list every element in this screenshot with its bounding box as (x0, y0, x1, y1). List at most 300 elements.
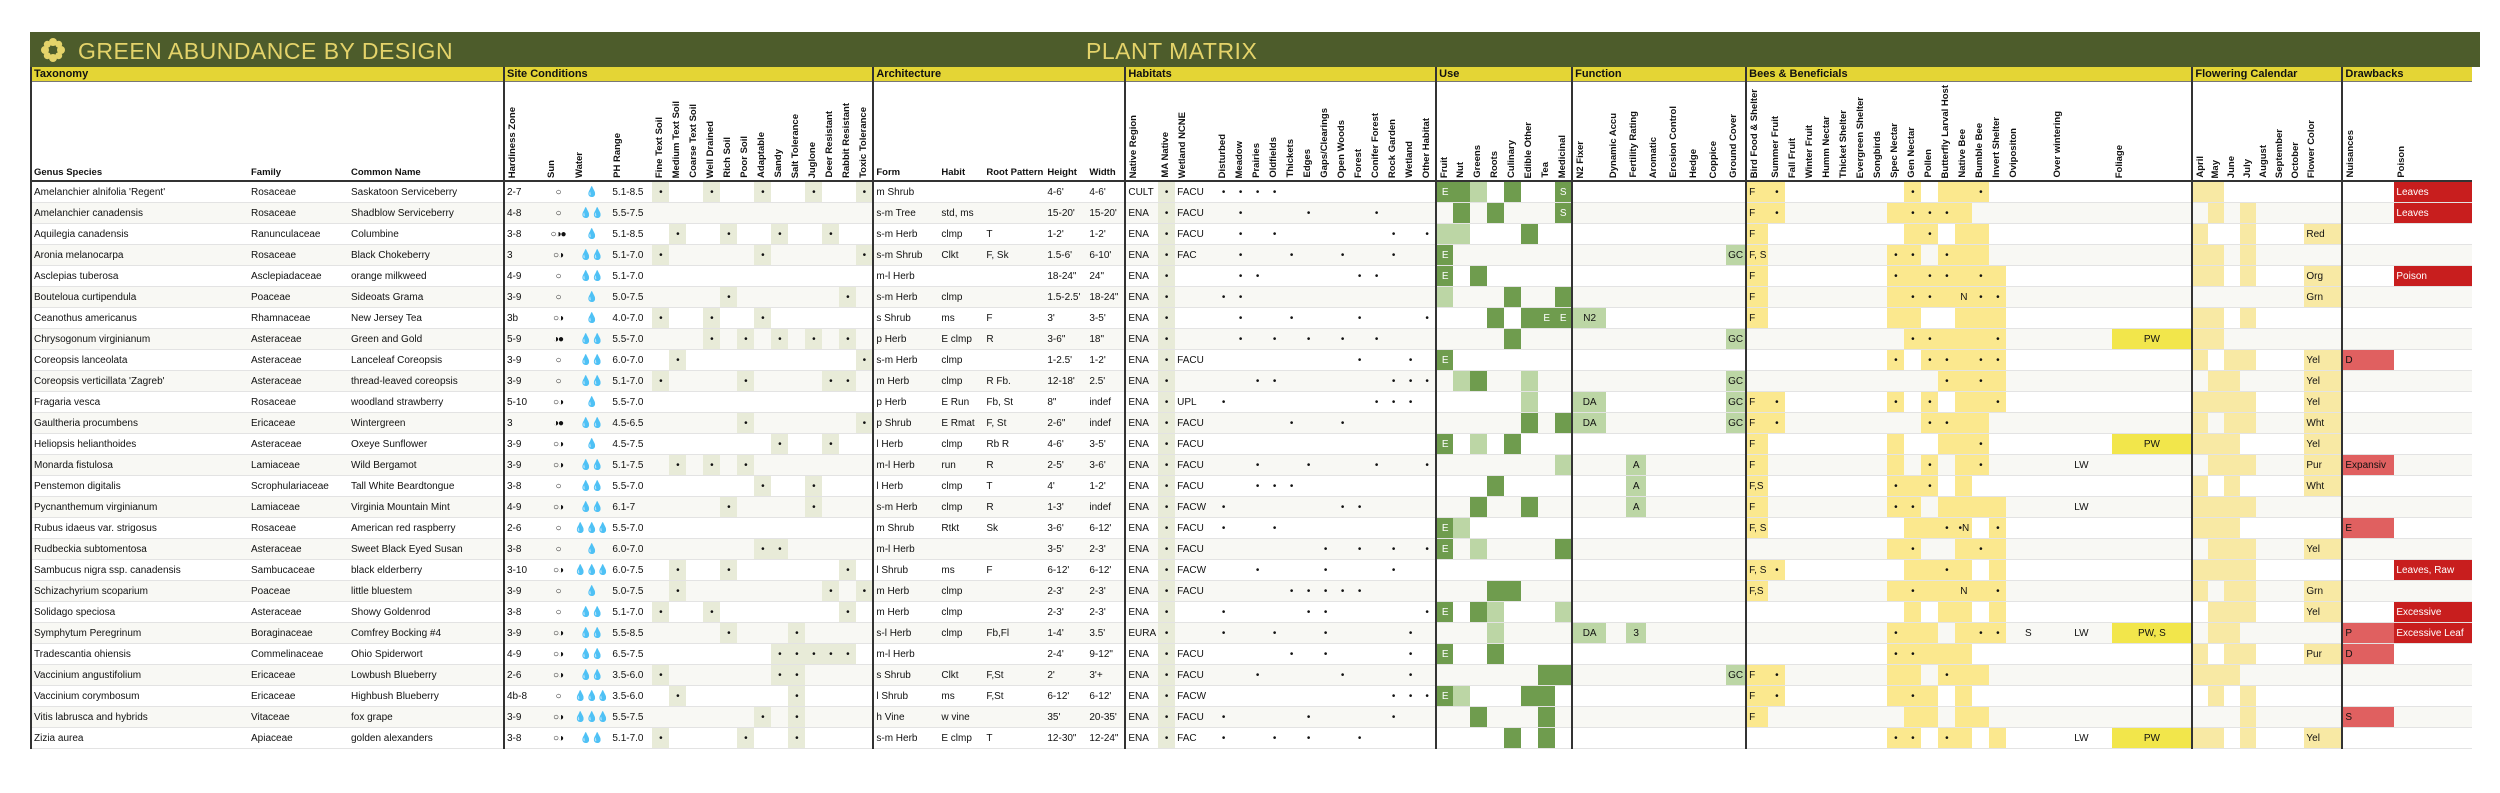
table-cell: N2 (1572, 308, 1606, 329)
table-cell (1538, 203, 1555, 224)
table-cell (2304, 707, 2342, 728)
table-cell (1853, 308, 1870, 329)
table-cell (2192, 266, 2208, 287)
table-cell: ENA (1125, 266, 1158, 287)
table-cell (1686, 602, 1706, 623)
table-cell (1726, 476, 1746, 497)
table-cell (2256, 245, 2272, 266)
table-cell: GC (1726, 413, 1746, 434)
table-cell (1351, 665, 1368, 686)
table-cell (2288, 203, 2304, 224)
table-cell (2272, 476, 2288, 497)
table-cell (754, 329, 771, 350)
table-cell: P (2342, 623, 2394, 644)
table-cell (2394, 644, 2472, 665)
table-cell (1836, 686, 1853, 707)
table-cell: • (1266, 371, 1283, 392)
table-cell (686, 665, 703, 686)
table-cell (1470, 287, 1487, 308)
table-cell (1686, 434, 1706, 455)
table-cell (2208, 602, 2224, 623)
table-cell: Wht (2304, 413, 2342, 434)
table-cell (805, 518, 822, 539)
table-cell: 3 (504, 413, 544, 434)
table-cell: • (1904, 728, 1921, 749)
table-cell: F,S (1746, 581, 1768, 602)
table-cell: • (1266, 329, 1283, 350)
table-cell (737, 686, 754, 707)
table-cell (2112, 602, 2192, 623)
table-cell (2272, 497, 2288, 518)
table-cell (1283, 602, 1300, 623)
table-cell (1989, 497, 2006, 518)
table-cell (2256, 497, 2272, 518)
table-cell: F (1746, 413, 1768, 434)
table-cell (1317, 245, 1334, 266)
table-cell (1972, 686, 1989, 707)
table-cell (2272, 686, 2288, 707)
table-cell: indef (1087, 413, 1125, 434)
table-cell: GC (1726, 371, 1746, 392)
table-cell (1419, 181, 1436, 203)
table-cell: • (1215, 287, 1232, 308)
table-cell (2192, 707, 2208, 728)
table-cell (2050, 644, 2112, 665)
table-cell (2272, 560, 2288, 581)
table-cell (1300, 644, 1317, 665)
table-cell (1368, 497, 1385, 518)
table-cell (1504, 434, 1521, 455)
table-cell: indef (1087, 497, 1125, 518)
table-cell: 1.5-2.5' (1045, 287, 1087, 308)
table-cell: • (1300, 728, 1317, 749)
table-cell (1470, 686, 1487, 707)
table-cell (1626, 686, 1646, 707)
table-cell (839, 686, 856, 707)
table-cell (1300, 287, 1317, 308)
table-cell: E (1436, 350, 1453, 371)
table-cell: • (1419, 602, 1436, 623)
table-cell: 3b (504, 308, 544, 329)
table-cell (1785, 455, 1802, 476)
table-cell (1470, 602, 1487, 623)
table-cell: • (1368, 266, 1385, 287)
table-cell: • (669, 224, 686, 245)
table-cell (2112, 560, 2192, 581)
table-cell (2050, 665, 2112, 686)
table-cell (984, 350, 1045, 371)
table-cell (2256, 329, 2272, 350)
table-cell: • (1158, 581, 1175, 602)
column-header: Greens (1470, 82, 1487, 182)
table-cell: • (1283, 476, 1300, 497)
table-cell: R (984, 329, 1045, 350)
table-cell (1470, 350, 1487, 371)
table-cell: ○ (544, 518, 572, 539)
table-cell (2050, 434, 2112, 455)
table-cell (1351, 644, 1368, 665)
table-cell (1626, 560, 1646, 581)
table-cell (1249, 308, 1266, 329)
table-cell (1317, 392, 1334, 413)
table-cell (1555, 728, 1572, 749)
table-cell (1887, 560, 1904, 581)
table-cell (788, 371, 805, 392)
table-cell: FACU (1175, 350, 1215, 371)
table-cell (1938, 329, 1955, 350)
table-cell (1402, 181, 1419, 203)
table-cell: • (1887, 497, 1904, 518)
table-cell (1686, 413, 1706, 434)
table-cell: • (1972, 623, 1989, 644)
table-cell (1487, 266, 1504, 287)
table-cell (2224, 203, 2240, 224)
table-cell (1819, 518, 1836, 539)
table-cell (1453, 287, 1470, 308)
column-header: April (2192, 82, 2208, 182)
table-cell (1538, 266, 1555, 287)
table-cell (1686, 581, 1706, 602)
table-cell: Amelanchier alnifolia 'Regent' (31, 181, 249, 203)
table-cell (1351, 455, 1368, 476)
table-cell: 3-9 (504, 287, 544, 308)
table-cell (1249, 602, 1266, 623)
table-cell (652, 329, 669, 350)
table-cell (2272, 308, 2288, 329)
table-cell (1521, 728, 1538, 749)
table-cell: • (1368, 203, 1385, 224)
plant-row (31, 287, 2472, 308)
table-cell (686, 728, 703, 749)
table-cell (2192, 392, 2208, 413)
column-header: Dynamic Accu (1606, 82, 1626, 182)
table-cell (1836, 560, 1853, 581)
table-cell (1853, 455, 1870, 476)
table-cell: Lamiaceae (249, 455, 349, 476)
table-cell (1819, 686, 1836, 707)
table-cell (1853, 581, 1870, 602)
table-cell (1785, 392, 1802, 413)
table-cell: American red raspberry (349, 518, 504, 539)
table-cell (1836, 476, 1853, 497)
table-cell (1351, 434, 1368, 455)
table-cell (1385, 455, 1402, 476)
table-cell: • (1887, 266, 1904, 287)
column-header: Sun (544, 82, 572, 182)
table-cell (1317, 266, 1334, 287)
table-cell (1521, 392, 1538, 413)
table-cell (1572, 245, 1606, 266)
table-cell (1368, 560, 1385, 581)
table-cell (856, 539, 873, 560)
table-cell (1955, 266, 1972, 287)
table-cell (984, 581, 1045, 602)
table-cell: 5.0-7.5 (610, 287, 652, 308)
table-cell (2112, 476, 2192, 497)
table-cell (1904, 602, 1921, 623)
table-cell (1785, 707, 1802, 728)
table-cell (1232, 665, 1249, 686)
table-cell (1666, 224, 1686, 245)
table-cell (1606, 329, 1626, 350)
table-cell (1955, 686, 1972, 707)
table-cell (1470, 623, 1487, 644)
table-cell (1836, 602, 1853, 623)
table-cell: PW, S (2112, 623, 2192, 644)
table-cell (1232, 560, 1249, 581)
table-cell: Fragaria vesca (31, 392, 249, 413)
table-cell (2240, 644, 2256, 665)
table-cell: • (1904, 181, 1921, 203)
table-cell (2112, 539, 2192, 560)
table-cell: 18-24" (1045, 266, 1087, 287)
column-header: Rabbit Resistant (839, 82, 856, 182)
table-cell: • (1232, 245, 1249, 266)
table-cell: • (788, 623, 805, 644)
table-cell (1626, 728, 1646, 749)
table-cell (984, 602, 1045, 623)
table-cell: 3' (1045, 308, 1087, 329)
table-cell: • (1232, 181, 1249, 203)
table-cell (1249, 434, 1266, 455)
table-cell: FACW (1175, 686, 1215, 707)
table-cell (686, 560, 703, 581)
table-cell (1572, 644, 1606, 665)
table-cell (1470, 371, 1487, 392)
table-cell (1572, 539, 1606, 560)
table-cell (1904, 707, 1921, 728)
table-cell (703, 434, 720, 455)
table-cell (1300, 266, 1317, 287)
table-cell (1453, 350, 1470, 371)
table-cell (1572, 665, 1606, 686)
table-cell (1385, 434, 1402, 455)
plant-row (31, 266, 2472, 287)
table-cell (2256, 602, 2272, 623)
table-cell: 5.1-7.0 (610, 728, 652, 749)
table-cell: 💧💧 (572, 623, 610, 644)
table-cell (1853, 392, 1870, 413)
table-cell (737, 497, 754, 518)
table-cell: 💧💧 (572, 350, 610, 371)
table-cell (1989, 308, 2006, 329)
table-cell: Columbine (349, 224, 504, 245)
table-cell (2112, 518, 2192, 539)
table-cell (1334, 181, 1351, 203)
table-cell: 💧💧💧 (572, 686, 610, 707)
table-cell (737, 392, 754, 413)
table-cell (720, 371, 737, 392)
table-cell (1887, 203, 1904, 224)
table-cell (1853, 413, 1870, 434)
column-header: Evergreen Shelter (1853, 82, 1870, 182)
table-cell: • (754, 245, 771, 266)
table-cell (1626, 245, 1646, 266)
table-cell (1606, 413, 1626, 434)
table-cell (2272, 203, 2288, 224)
table-cell (1887, 581, 1904, 602)
table-cell (1955, 413, 1972, 434)
table-cell (2288, 181, 2304, 203)
table-cell (1606, 434, 1626, 455)
table-cell (1819, 581, 1836, 602)
table-cell (1972, 728, 1989, 749)
table-cell (1921, 371, 1938, 392)
table-cell (1215, 329, 1232, 350)
table-cell: ENA (1125, 644, 1158, 665)
table-cell: • (1904, 644, 1921, 665)
table-cell (1989, 371, 2006, 392)
table-cell (1706, 728, 1726, 749)
column-header: Humm Nectar (1819, 82, 1836, 182)
table-cell (1266, 392, 1283, 413)
table-cell (1989, 413, 2006, 434)
table-cell (669, 245, 686, 266)
table-cell (1726, 203, 1746, 224)
table-cell (1402, 308, 1419, 329)
table-cell (2256, 560, 2272, 581)
table-cell (1904, 560, 1921, 581)
table-cell (1606, 665, 1626, 686)
table-cell (1706, 371, 1726, 392)
table-cell: • (1249, 266, 1266, 287)
table-cell: ENA (1125, 287, 1158, 308)
table-cell (2240, 392, 2256, 413)
table-cell: 2-6 (504, 518, 544, 539)
table-cell (737, 518, 754, 539)
table-cell: • (1351, 350, 1368, 371)
table-cell (1175, 329, 1215, 350)
table-cell (1487, 560, 1504, 581)
table-cell (856, 476, 873, 497)
table-cell (1436, 413, 1453, 434)
table-cell (1785, 539, 1802, 560)
table-cell: 💧 (572, 287, 610, 308)
table-cell (2272, 329, 2288, 350)
table-cell (2192, 245, 2208, 266)
table-cell (2304, 560, 2342, 581)
table-cell (2256, 203, 2272, 224)
table-cell (2006, 539, 2050, 560)
table-cell: F, Sk (984, 245, 1045, 266)
table-cell (1402, 497, 1419, 518)
table-cell (805, 560, 822, 581)
table-cell (720, 413, 737, 434)
plant-rows (31, 181, 2472, 749)
table-cell (1453, 623, 1470, 644)
plant-row (31, 539, 2472, 560)
table-cell: • (1300, 707, 1317, 728)
table-cell (1538, 644, 1555, 665)
table-cell (737, 560, 754, 581)
column-header: Juglone (805, 82, 822, 182)
table-cell (1887, 434, 1904, 455)
table-cell: 💧💧 (572, 455, 610, 476)
table-cell (1555, 224, 1572, 245)
table-cell (1453, 181, 1470, 203)
table-cell: Clkt (939, 245, 984, 266)
table-cell: Apiaceae (249, 728, 349, 749)
table-cell (1686, 350, 1706, 371)
table-cell: 6.0-7.0 (610, 350, 652, 371)
table-cell: fox grape (349, 707, 504, 728)
table-cell: 2-3' (1087, 539, 1125, 560)
table-cell: Yel (2304, 728, 2342, 749)
table-cell (1402, 203, 1419, 224)
table-cell (2394, 245, 2472, 266)
table-cell (1870, 581, 1887, 602)
table-cell (1706, 497, 1726, 518)
table-cell (822, 476, 839, 497)
table-cell (2342, 224, 2394, 245)
table-cell (1487, 707, 1504, 728)
table-cell (1989, 560, 2006, 581)
table-cell (2256, 350, 2272, 371)
table-cell (754, 602, 771, 623)
table-cell: Leaves (2394, 181, 2472, 203)
table-cell: ○◑ (544, 245, 572, 266)
table-cell (2394, 308, 2472, 329)
table-cell: • (1368, 329, 1385, 350)
table-cell (686, 434, 703, 455)
table-cell (856, 602, 873, 623)
column-header: Poison (2394, 82, 2472, 182)
table-cell (1989, 665, 2006, 686)
table-cell: CULT (1125, 181, 1158, 203)
table-cell (2288, 602, 2304, 623)
table-cell (1706, 644, 1726, 665)
table-cell: Wht (2304, 476, 2342, 497)
table-cell (805, 371, 822, 392)
table-cell (822, 560, 839, 581)
table-cell (703, 665, 720, 686)
plant-row (31, 686, 2472, 707)
table-cell (1300, 350, 1317, 371)
table-cell (1726, 560, 1746, 581)
table-cell (669, 329, 686, 350)
table-cell (1802, 560, 1819, 581)
table-cell: F (1746, 434, 1768, 455)
table-cell (1385, 644, 1402, 665)
table-cell (1646, 329, 1666, 350)
column-header: Aromatic (1646, 82, 1666, 182)
table-cell (1802, 245, 1819, 266)
table-cell (720, 308, 737, 329)
table-cell: • (1368, 392, 1385, 413)
table-cell: • (856, 181, 873, 203)
table-cell: • (1972, 539, 1989, 560)
table-cell (822, 623, 839, 644)
table-cell (1232, 413, 1249, 434)
table-cell (1955, 245, 1972, 266)
table-cell (1249, 728, 1266, 749)
table-cell (2192, 623, 2208, 644)
plant-row (31, 602, 2472, 623)
table-cell (1317, 476, 1334, 497)
table-cell: ENA (1125, 203, 1158, 224)
table-cell: Rhamnaceae (249, 308, 349, 329)
table-cell (1470, 434, 1487, 455)
table-cell (2272, 413, 2288, 434)
table-cell (839, 623, 856, 644)
table-cell (2112, 266, 2192, 287)
table-cell: Aronia melanocarpa (31, 245, 249, 266)
table-cell (1938, 686, 1955, 707)
table-cell: • (1351, 581, 1368, 602)
table-cell: • (1158, 392, 1175, 413)
table-cell: m-l Herb (873, 644, 939, 665)
table-cell (737, 245, 754, 266)
